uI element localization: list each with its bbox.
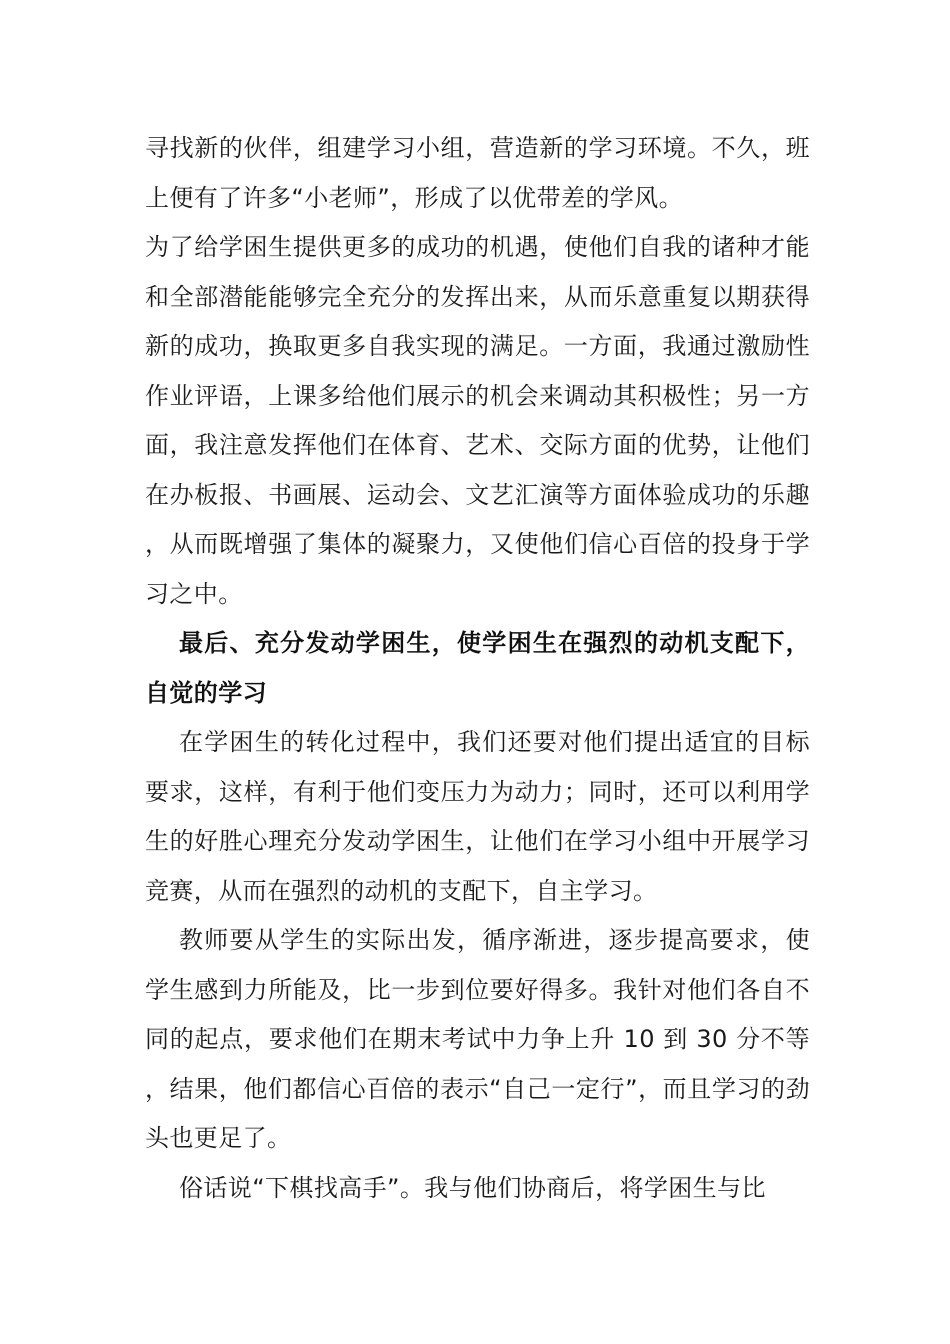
paragraph-success-opportunities: 为了给学困生提供更多的成功的机遇，使他们自我的诸种才能和全部潜能能够完全充分的发挥出来，从而乐意重复以期获得新的成功，换取更多自我实现的满足。一方面，我通过激励性作业评语，上课多给他们展示的机会来调动其积极性；另一方面，我注意发挥他们在体育、艺术、交际方面的优势，让他们在办板报、书画展、运动会、文艺汇演等方面体验成功的乐趣，从而既增强了集体的凝聚力，又使他们信心百倍的投身于学习之中。 — [145, 233, 810, 608]
paragraph-gradual-progress: 教师要从学生的实际出发，循序渐进，逐步提高要求，使学生感到力所能及，比一步到位要好得多。我针对他们各自不同的起点，要求他们在期末考试中力争上升 10 到 30 分不等，结果，他们都信心百倍的表示“自己一定行”，而且学习的劲头也更足了。 — [145, 926, 810, 1152]
paragraph-goal-requirements: 在学困生的转化过程中，我们还要对他们提出适宜的目标要求，这样，有利于他们变压力为动力；同时，还可以利用学生的好胜心理充分发动学困生，让他们在学习小组中开展学习竞赛，从而在强烈的动机的支配下，自主学习。 — [145, 728, 810, 905]
document-body — [145, 124, 810, 1213]
paragraph-chess-proverb: 俗话说“下棋找高手”。我与他们协商后，将学困生与比 — [179, 1173, 766, 1202]
section-heading-motivation: 最后、充分发动学困生，使学困生在强烈的动机支配下，自觉的学习 — [145, 629, 810, 707]
paragraph-study-groups: 寻找新的伙伴，组建学习小组，营造新的学习环境。不久，班上便有了许多“小老师”，形成了以优带差的学风。 — [145, 134, 810, 212]
